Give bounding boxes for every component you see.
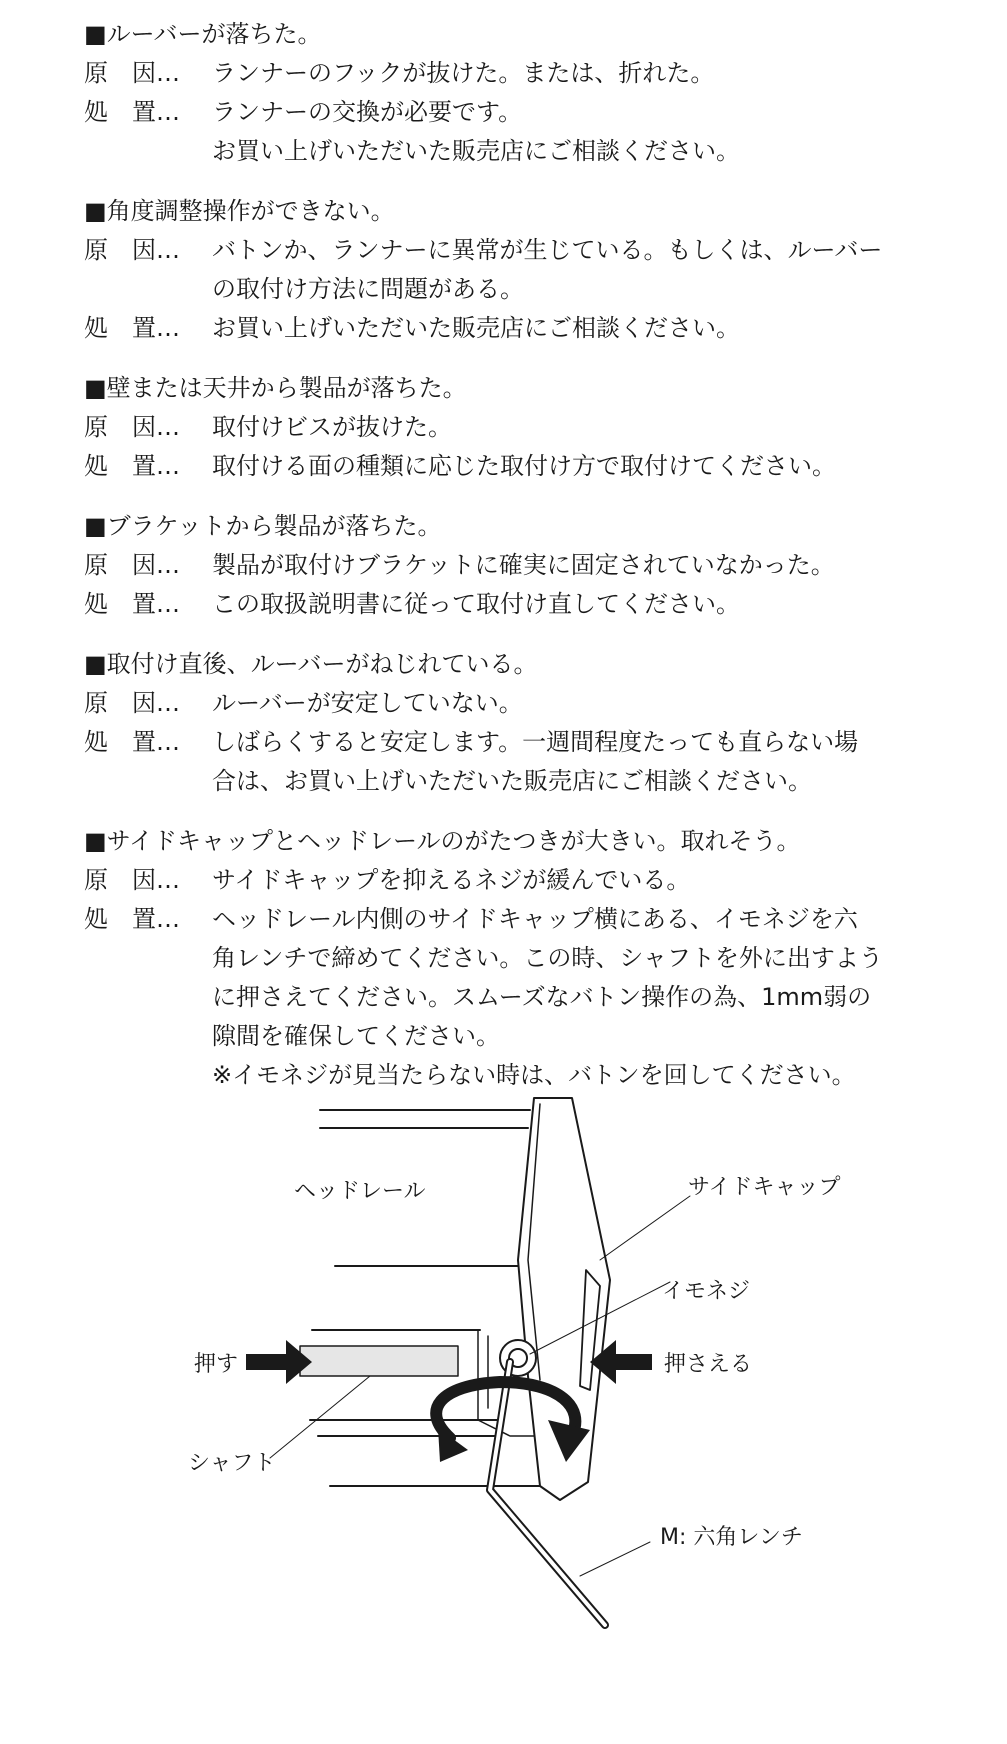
label-set-screw: イモネジ <box>662 1279 751 1304</box>
cause-text <box>212 546 984 585</box>
text-line: 製品が取付けブラケットに確実に固定されていなかった。 <box>212 551 835 579</box>
remedy-row <box>84 900 984 1095</box>
text-line: 角レンチで締めてください。この時、シャフトを外に出すよう <box>212 944 883 972</box>
text-line: 取付けビスが抜けた。 <box>212 413 452 441</box>
troubleshooting-document <box>84 14 984 1115</box>
section-louver-twisted <box>84 644 984 801</box>
text-line: この取扱説明書に従って取付け直してください。 <box>212 590 740 618</box>
diagram-illustration <box>0 1090 1007 1650</box>
label-hex-wrench: M: 六角レンチ <box>660 1525 803 1550</box>
label-push: 押す <box>194 1352 239 1377</box>
section-heading: ■取付け直後、ルーバーがねじれている。 <box>84 650 538 678</box>
section-heading: ■角度調整操作ができない。 <box>84 197 395 225</box>
remedy-text <box>212 309 984 348</box>
remedy-text <box>212 723 984 801</box>
cause-row <box>84 546 984 585</box>
cause-text <box>212 861 984 900</box>
text-line: 合は、お買い上げいただいた販売店にご相談ください。 <box>212 767 812 795</box>
cause-text <box>212 684 984 723</box>
section-heading: ■ブラケットから製品が落ちた。 <box>84 512 442 540</box>
section-louver-fell <box>84 14 984 171</box>
text-line: の取付け方法に問題がある。 <box>212 275 524 303</box>
text-line: バトンか、ランナーに異常が生じている。もしくは、ルーバー <box>212 236 883 264</box>
text-line: 取付ける面の種類に応じた取付け方で取付けてください。 <box>212 452 836 480</box>
section-sidecap-loose <box>84 821 984 1095</box>
sidecap-tightening-diagram <box>0 1090 1007 1650</box>
text-line: サイドキャップを抑えるネジが緩んでいる。 <box>212 866 691 894</box>
cause-text <box>212 408 984 447</box>
remedy-label: 処 置… <box>84 728 180 756</box>
cause-row <box>84 861 984 900</box>
cause-label: 原 因… <box>84 413 180 441</box>
cause-row <box>84 54 984 93</box>
cause-row <box>84 684 984 723</box>
label-side-cap: サイドキャップ <box>688 1175 841 1200</box>
text-line: しばらくすると安定します。一週間程度たっても直らない場 <box>212 728 859 756</box>
shaft <box>300 1346 458 1376</box>
cause-text <box>212 231 984 309</box>
text-line: ルーバーが安定していない。 <box>212 689 523 717</box>
remedy-row <box>84 723 984 801</box>
leader-wrench <box>580 1542 650 1576</box>
cause-label: 原 因… <box>84 551 180 579</box>
remedy-text <box>212 447 984 486</box>
text-line: ※イモネジが見当たらない時は、バトンを回してください。 <box>212 1061 856 1089</box>
remedy-label: 処 置… <box>84 905 180 933</box>
remedy-text <box>212 93 984 171</box>
cause-text <box>212 54 984 93</box>
remedy-label: 処 置… <box>84 314 180 342</box>
label-shaft: シャフト <box>188 1451 276 1476</box>
cause-label: 原 因… <box>84 236 180 264</box>
text-line: に押さえてください。スムーズなバトン操作の為、1mm弱の <box>212 983 872 1011</box>
section-product-fell-bracket <box>84 506 984 624</box>
text-line: ランナーのフックが抜けた。または、折れた。 <box>212 59 715 87</box>
text-line: ヘッドレール内側のサイドキャップ横にある、イモネジを六 <box>212 905 858 933</box>
remedy-row <box>84 93 984 171</box>
cause-row <box>84 231 984 309</box>
section-product-fell-wall <box>84 368 984 486</box>
remedy-label: 処 置… <box>84 590 180 618</box>
text-line: お買い上げいただいた販売店にご相談ください。 <box>212 314 740 342</box>
remedy-label: 処 置… <box>84 452 180 480</box>
label-hold: 押さえる <box>664 1352 753 1377</box>
section-heading: ■ルーバーが落ちた。 <box>84 20 322 48</box>
text-line: お買い上げいただいた販売店にご相談ください。 <box>212 137 740 165</box>
text-line: 隙間を確保してください。 <box>212 1022 500 1050</box>
label-headrail: ヘッドレール <box>294 1179 426 1204</box>
remedy-row <box>84 309 984 348</box>
section-angle-adjust <box>84 191 984 348</box>
cause-label: 原 因… <box>84 866 180 894</box>
section-heading: ■サイドキャップとヘッドレールのがたつきが大きい。取れそう。 <box>84 827 801 855</box>
cause-label: 原 因… <box>84 59 180 87</box>
leader-shaft <box>270 1376 370 1458</box>
remedy-text <box>212 900 984 1095</box>
section-heading: ■壁または天井から製品が落ちた。 <box>84 374 467 402</box>
text-line: ランナーの交換が必要です。 <box>212 98 523 126</box>
leader-sidecap <box>600 1196 690 1260</box>
remedy-text <box>212 585 984 624</box>
remedy-row <box>84 447 984 486</box>
remedy-label: 処 置… <box>84 98 180 126</box>
remedy-row <box>84 585 984 624</box>
cause-row <box>84 408 984 447</box>
cause-label: 原 因… <box>84 689 180 717</box>
